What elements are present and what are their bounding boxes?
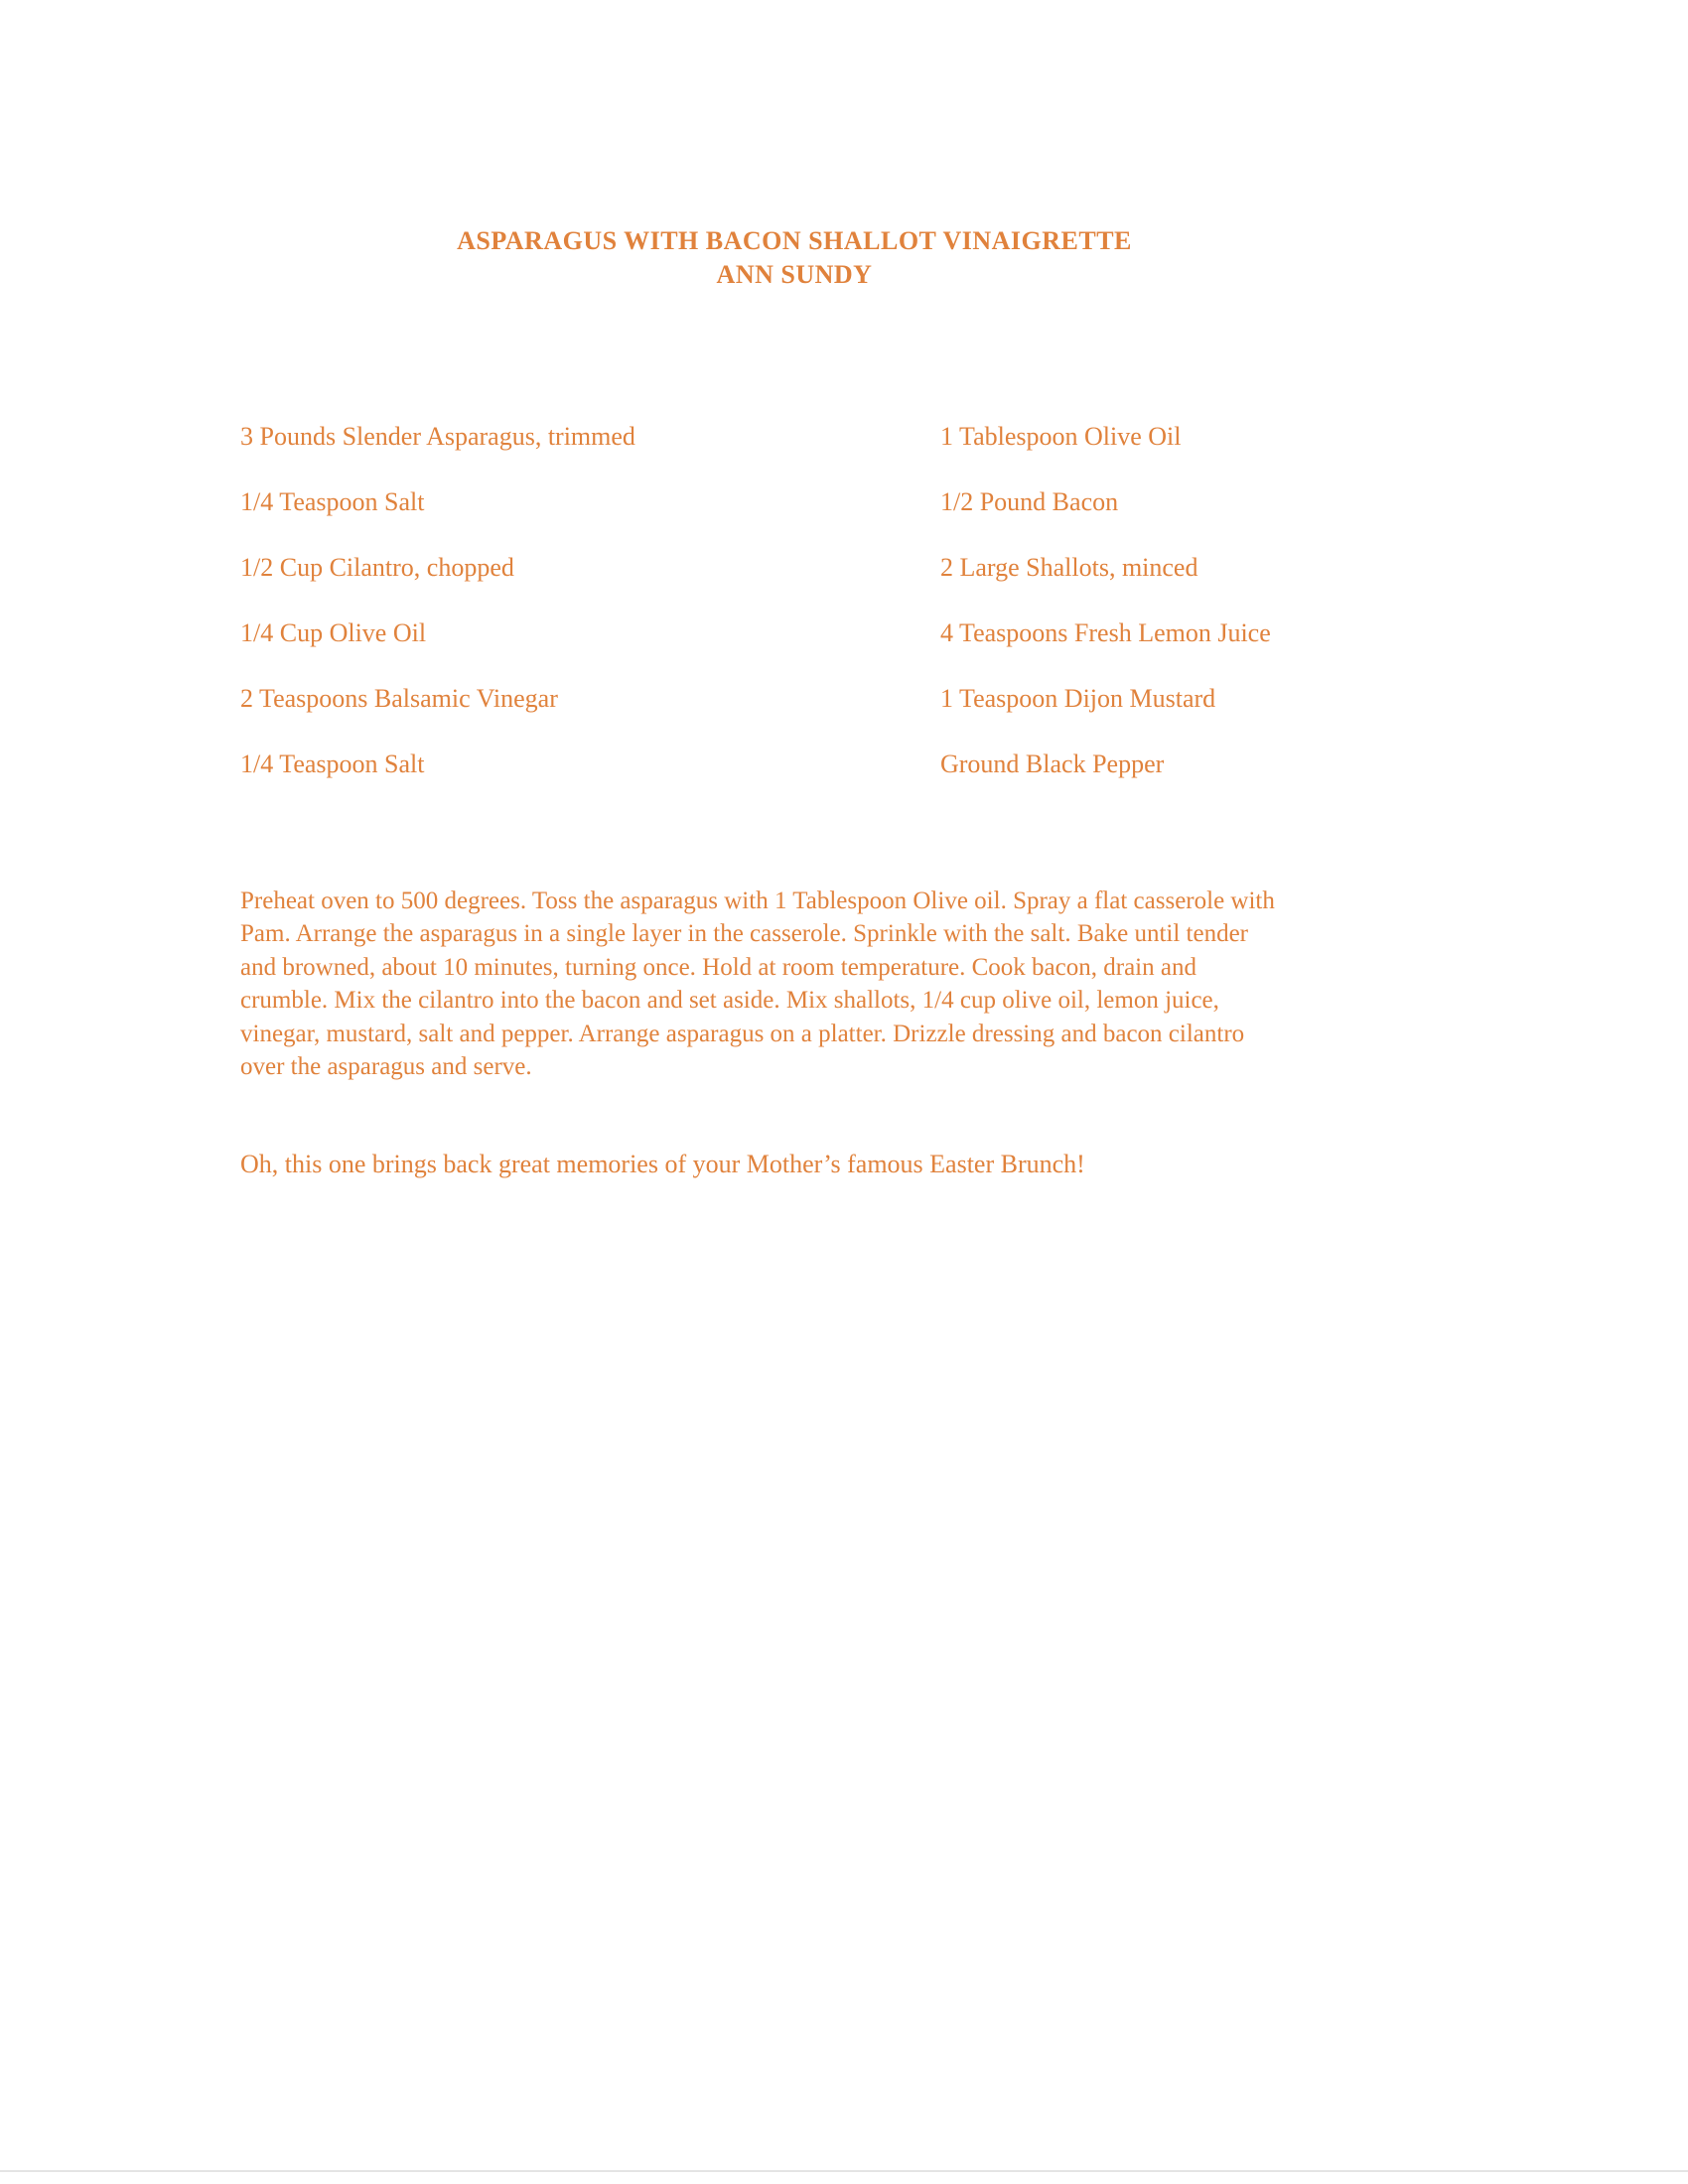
ingredient-item: 4 Teaspoons Fresh Lemon Juice (940, 618, 1271, 647)
page-bottom-edge (0, 2170, 1688, 2172)
ingredients-list (240, 421, 1432, 814)
ingredient-item: 1/4 Teaspoon Salt (240, 487, 425, 516)
ingredient-item: 1/2 Cup Cilantro, chopped (240, 553, 514, 582)
ingredient-item: 2 Teaspoons Balsamic Vinegar (240, 684, 558, 713)
recipe-author: ANN SUNDY (716, 260, 873, 289)
recipe-directions: Preheat oven to 500 degrees. Toss the asparagus with 1 Tablespoon Olive oil. Spray a flat casserole with Pam. Arrange the asparagus in a single layer in the casserole. Sprinkle with the salt. Bake until tender and browned, about 10 minutes, turning once. Hold at room temperature. Cook bacon, drain and crumble. Mix the cilantro into the bacon and set aside. Mix shallots, 1/4 cup olive oil, lemon juice, vinegar, mustard, salt and pepper. Arrange asparagus on a platter. Drizzle dressing and bacon cilantro over the asparagus and serve. (240, 887, 1275, 1081)
ingredient-item: Ground Black Pepper (940, 750, 1165, 778)
recipe-header (0, 224, 1589, 292)
ingredient-item: 3 Pounds Slender Asparagus, trimmed (240, 422, 635, 451)
ingredient-item: 1/4 Cup Olive Oil (240, 618, 427, 647)
recipe-title: ASPARAGUS WITH BACON SHALLOT VINAIGRETTE (457, 226, 1132, 255)
personal-note: Oh, this one brings back great memories of your Mother’s famous Easter Brunch! (240, 1150, 1085, 1178)
ingredient-item: 2 Large Shallots, minced (940, 553, 1198, 582)
ingredient-item: 1/4 Teaspoon Salt (240, 750, 425, 778)
ingredient-item: 1 Teaspoon Dijon Mustard (940, 684, 1216, 713)
ingredient-item: 1/2 Pound Bacon (940, 487, 1119, 516)
ingredient-item: 1 Tablespoon Olive Oil (940, 422, 1182, 451)
